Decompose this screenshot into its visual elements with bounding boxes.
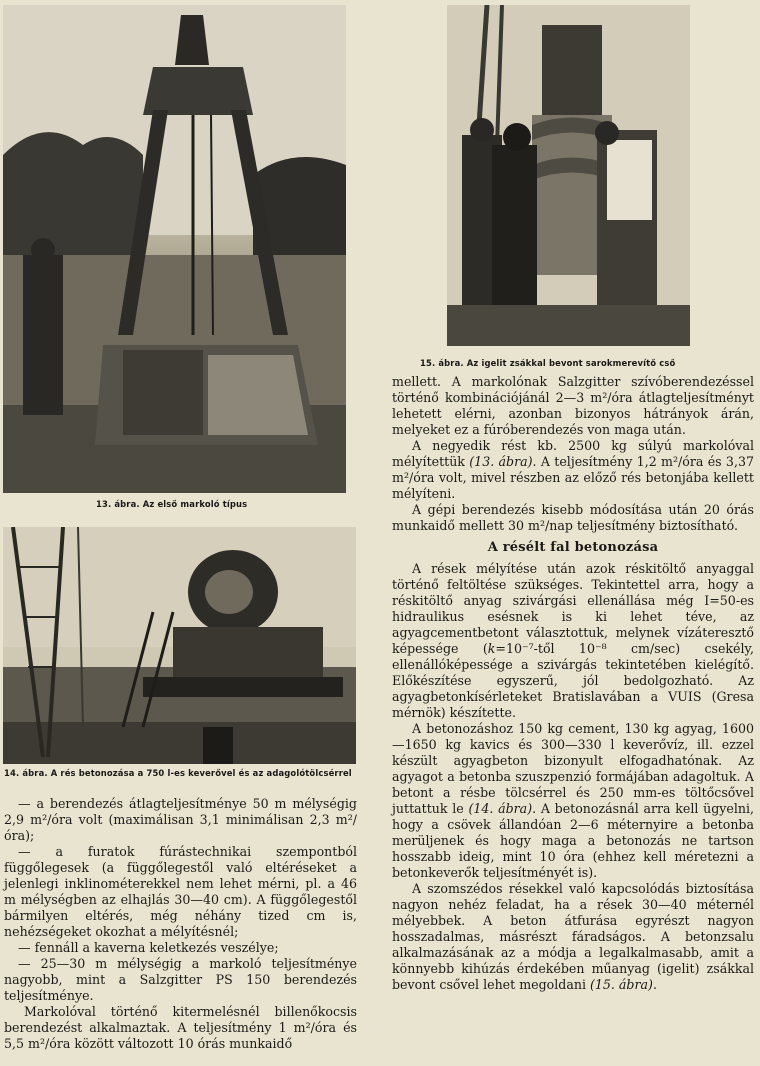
figure-13-photo (3, 5, 346, 493)
paragraph: A gépi berendezés kisebb módosítása után 20 órás munkaidő mellett 30 m²/nap teljesítmény biztosítható. (392, 502, 754, 533)
concrete-mixer-illustration (3, 527, 356, 764)
figure-caption-text: Az első markoló típus (142, 499, 248, 509)
paragraph (392, 561, 754, 721)
paragraph (392, 721, 754, 881)
figure-14-photo (3, 527, 356, 764)
figure-14-caption (4, 768, 352, 778)
grab-bucket-illustration (3, 5, 346, 493)
paragraph: — a berendezés átlagteljesítménye 50 m mélységig 2,9 m²/óra volt (maximálisan 3,1 minimálisan 2,3 m²/óra); (4, 796, 357, 843)
text: =10⁻⁷-től 10⁻⁸ cm/sec) csekély, ellenállóképessége a szivárgás tekintetében kielégítő. Előkészítése egyszerű, jól bedolgozható. Az agyagbetonkísérleteket Bratislavában a VUIS (Gresa mérnök) készítette. (392, 641, 754, 720)
text: A negyedik rést kb. 2500 kg súlyú markolóval mélyítettük (392, 438, 754, 469)
right-text-column (392, 374, 754, 993)
figure-15-caption (420, 358, 675, 368)
variable-k: k (487, 641, 496, 656)
text: A szomszédos résekkel való kapcsolódás biztosítása nagyon nehéz feladat, ha a rések 30—40 méternél mélyebbek. A beton átfurása egyrészt nagyon hosszadalmas, másrészt fáradságos. A betonzsalu alkalmazásának az a módja a legalkalmasabb, amit a könnyebb kihúzás érdekében műanyag (igelit) zsákkal bevont csővel lehet megoldani (392, 881, 754, 992)
workers-pipe-illustration (447, 5, 690, 346)
paragraph: — fennáll a kaverna keletkezés veszélye; (18, 940, 279, 955)
figure-number: 14. ábra. (4, 768, 48, 778)
paragraph: mellett. A markolónak Salzgitter szívóberendezéssel történő kombinációjánál 2—3 m²/óra átlagteljesítményt lehetett elérni, azonban bizonyos hátrányok árán, melyeket ez a fúróberendezés von maga után. (392, 374, 754, 437)
paragraph: — a furatok fúrástechnikai szempontból függőlegesek (a függőlegestől való eltéréseket a jelenlegi inklinométerekkel nem lehet mérni, pl. a 46 m mélységben az elhajlás 30—40 cm). A függőlegestől bármilyen eltérés, még néhány tized cm is, nehézségeket okozhat a mélyítésnél; (4, 844, 357, 939)
figure-number: 13. ábra. (96, 499, 140, 509)
text: . (652, 977, 657, 992)
paragraph (392, 438, 754, 502)
text: . A teljesítmény 1,2 m²/óra és 3,37 m²/óra volt, mivel részben az előző rés betonjába kellett mélyíteni. (392, 454, 754, 501)
text: A rések mélyítése után azok réskitöltő anyaggal történő feltöltése szükséges. Tekintettel arra, hogy a réskitöltő anyag szivárgási ellenállása még I=50-es hidraulikus esésnek is ki lehet téve, az agyagcementbetont választottuk, melynek vízáteresztő képessége ( (392, 561, 754, 656)
section-heading: A résélt fal betonozása (487, 540, 659, 555)
figure-13-caption (96, 499, 247, 509)
paragraph: — 25—30 m mélységig a markoló teljesítménye nagyobb, mint a Salzgitter PS 150 berendezés teljesítménye. (4, 956, 357, 1003)
paragraph: Markolóval történő kitermelésnél billenőkocsis berendezést alkalmaztak. A teljesítmény 1 m²/óra és 5,5 m²/óra között változott 10 órás munkaidő (4, 1004, 357, 1051)
figure-number: 15. ábra. (420, 358, 464, 368)
left-text-column (4, 796, 357, 1052)
text: A betonozáshoz 150 kg cement, 130 kg agyag, 1600—1650 kg kavics és 300—330 l keverővíz, ill. ezzel készült agyagbeton bizonyult elfogadhatónak. Az agyagot a betonba szuszpenzió formájában adagoltuk. A betont a résbe tölcsérrel és 250 mm-es töltőcsővel juttattuk le (392, 721, 754, 816)
figure-caption-text: A rés betonozása a 750 l-es keverővel és az adagolótölcsérrel (50, 768, 352, 778)
figure-15-photo (447, 5, 690, 346)
figure-reference[interactable]: (15. ábra) (589, 977, 653, 992)
figure-reference[interactable]: (13. ábra) (469, 454, 533, 469)
figure-reference[interactable]: (14. ábra) (468, 801, 533, 816)
text: . A betonozásnál arra kell ügyelni, hogy a csövek állandóan 2—6 méternyire a betonba merüljenek és hogy maga a betonozás ne tartson hosszabb ideig, mint 10 óra (ehhez kell méretezni a betonkeverők teljesítményét is). (392, 801, 754, 880)
paragraph (392, 881, 754, 993)
figure-caption-text: Az igelit zsákkal bevont sarokmerevítő cső (466, 358, 676, 368)
